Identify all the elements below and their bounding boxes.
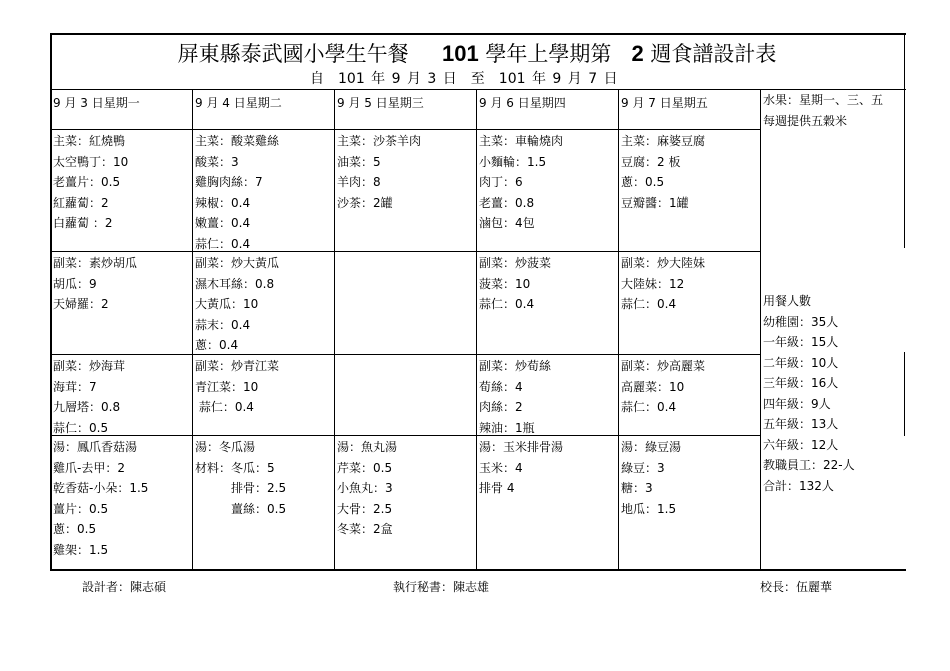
title-week: 2 xyxy=(631,41,644,66)
rule-bottom xyxy=(50,569,906,571)
rule-row-1 xyxy=(50,251,761,252)
side-dish-2-thu: 副菜：炒荀絲 荀絲：4 肉絲：2 辣油：1瓶 xyxy=(479,359,552,435)
rule-row-3 xyxy=(50,435,761,436)
soup-tue: 湯：冬瓜湯 材料：冬瓜：5 排骨：2.5 薑絲：0.5 xyxy=(195,440,287,516)
title-school: 屏東縣泰武國小學生午餐 xyxy=(177,42,409,66)
right-edge-rule-lower xyxy=(904,352,905,436)
main-dish-tue: 主菜：酸菜雞絲 酸菜：3 雞胸肉絲：7 辣椒：0.4 嫩薑：0.4 蒜仁：0.4 xyxy=(195,134,280,251)
side-dish-2-tue: 副菜：炒青江菜 青江菜：10 蒜仁：0.4 xyxy=(195,359,280,414)
soup-thu: 湯：玉米排骨湯 玉米：4 排骨 4 xyxy=(479,440,564,495)
title-semester: 學年上學期第 xyxy=(485,42,612,66)
main-dish-mon: 主菜：紅燒鴨 太空鴨丁：10 老薑片：0.5 紅蘿蔔：2 白蘿蔔 ：2 xyxy=(53,134,129,230)
soup-fri: 湯：綠豆湯 綠豆：3 糖：3 地瓜：1.5 xyxy=(621,440,682,516)
right-edge-rule xyxy=(904,33,905,248)
soup-mon: 湯：鳳爪香菇湯 雞爪-去甲：2 乾香菇-小朵：1.5 薑片：0.5 蔥：0.5 雞架：1.5 xyxy=(53,440,149,557)
day-header-mon: 9 月 3 日星期一 xyxy=(53,96,140,110)
side-dish-1-mon: 副菜：素炒胡瓜 胡瓜：9 天婦羅：2 xyxy=(53,256,138,311)
col-rule-4 xyxy=(618,89,619,570)
principal-label: 校長：伍麗華 xyxy=(760,580,833,594)
title-year: 101 xyxy=(442,41,479,66)
day-header-wed: 9 月 5 日星期三 xyxy=(337,96,424,110)
main-dish-fri: 主菜：麻婆豆腐 豆腐：2 板 蔥：0.5 豆瓣醬：1罐 xyxy=(621,134,706,210)
col-rule-5 xyxy=(760,89,761,570)
rule-row-2 xyxy=(50,354,761,355)
main-dish-wed: 主菜：沙茶羊肉 油菜：5 羊肉：8 沙茶：2罐 xyxy=(337,134,422,210)
side-dish-2-mon: 副菜：炒海茸 海茸：7 九層塔：0.8 蒜仁：0.5 xyxy=(53,359,126,435)
side-dish-1-fri: 副菜：炒大陸妹 大陸妹：12 蒜仁：0.4 xyxy=(621,256,706,311)
side-dish-2-fri: 副菜：炒高麗菜 高麗菜：10 蒜仁：0.4 xyxy=(621,359,706,414)
secretary-label: 執行秘書：陳志雄 xyxy=(393,580,490,594)
col-rule-1 xyxy=(192,89,193,570)
page-title xyxy=(77,38,877,68)
day-header-tue: 9 月 4 日星期二 xyxy=(195,96,282,110)
day-header-thu: 9 月 6 日星期四 xyxy=(479,96,566,110)
fruit-note: 水果：星期一、三、五 每週提供五穀米 xyxy=(763,93,884,128)
soup-wed: 湯：魚丸湯 芹菜：0.5 小魚丸：3 大骨：2.5 冬菜：2盒 xyxy=(337,440,398,536)
rule-below-day-headers xyxy=(50,129,761,130)
col-rule-3 xyxy=(476,89,477,570)
designer-label: 設計者：陳志碩 xyxy=(82,580,167,594)
headcount-list: 用餐人數 幼稚園：35人 一年級：15人 二年級：10人 三年級：16人 四年級：9人 五年級：13人 六年級：12人 教職員工：22-人 合計：132人 xyxy=(763,294,855,493)
title-suffix: 週食譜設計表 xyxy=(650,42,777,66)
day-header-fri: 9 月 7 日星期五 xyxy=(621,96,708,110)
side-dish-1-tue: 副菜：炒大黃瓜 濕木耳絲：0.8 大黃瓜：10 蒜末：0.4 蔥：0.4 xyxy=(195,256,280,352)
main-dish-thu: 主菜：車輪燒肉 小麵輪：1.5 肉丁：6 老薑：0.8 滷包：4包 xyxy=(479,134,564,230)
col-rule-2 xyxy=(334,89,335,570)
date-range: 自 101 年 9 月 3 日 至 101 年 9 月 7 日 xyxy=(310,71,618,87)
side-dish-1-thu: 副菜：炒菠菜 菠菜：10 蒜仁：0.4 xyxy=(479,256,552,311)
